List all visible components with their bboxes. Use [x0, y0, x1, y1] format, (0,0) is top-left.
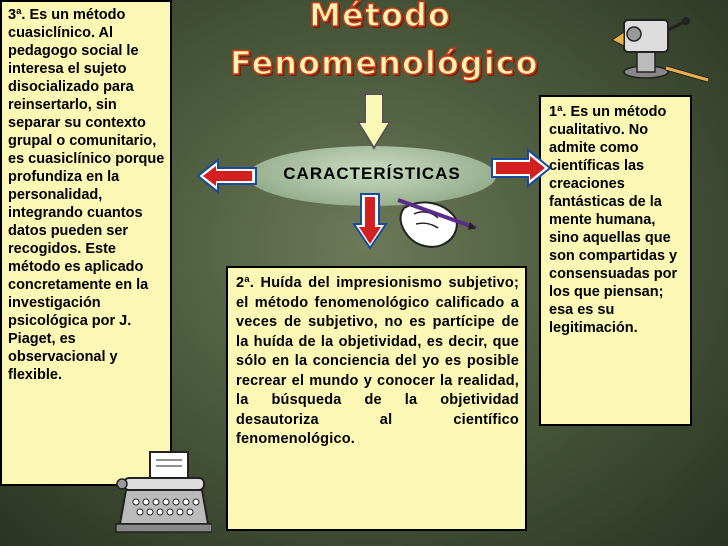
arrow-down-title-icon	[356, 92, 392, 150]
arrow-down-center-icon	[352, 192, 388, 250]
hand-writing-icon	[392, 194, 480, 258]
arrow-right-icon	[490, 148, 552, 188]
pencil-sharpener-icon	[604, 0, 716, 86]
arrow-left-icon	[196, 158, 258, 194]
characteristic-1-text: 1ª. Es un método cualitativo. No admite como científicas las creaciones fantásticas de la mente humana, sino aquellas que son compartidas y consensuadas por los que piensan; esa es su legitimación.	[549, 104, 678, 336]
characteristic-3-box	[0, 0, 172, 486]
characteristic-3-text: 3ª. Es un método cuasiclínico. Al pedagogo social le interesa el sujeto disocializado para reinsertarlo, sin separar su contexto grupal o comunitario, es cuasiclínico porque profundiza en la personalidad, integrando cuantos datos pueden ser recogidos. Este método es aplicado concretamente en la investigación psicológica por J. Piaget, es observacional y flexible.	[8, 7, 165, 383]
characteristic-2-box	[226, 266, 527, 531]
title-line2: Fenomenológico	[230, 44, 539, 82]
typewriter-icon	[112, 446, 212, 538]
characteristic-2-text: 2ª. Huída del impresionismo subjetivo; el método fenomenológico calificado a veces de subjetivo, no es partícipe de la huída de la objetividad, es decir, que sólo en la conciencia del yo es posible recrear el mundo y conocer la realidad, la búsqueda de la objetividad desautoriza al científico fenomenológico.	[236, 275, 519, 447]
central-label: CARACTERÍSTICAS	[283, 164, 461, 183]
characteristic-1-box	[539, 95, 692, 426]
title-line1: Método	[309, 0, 451, 34]
